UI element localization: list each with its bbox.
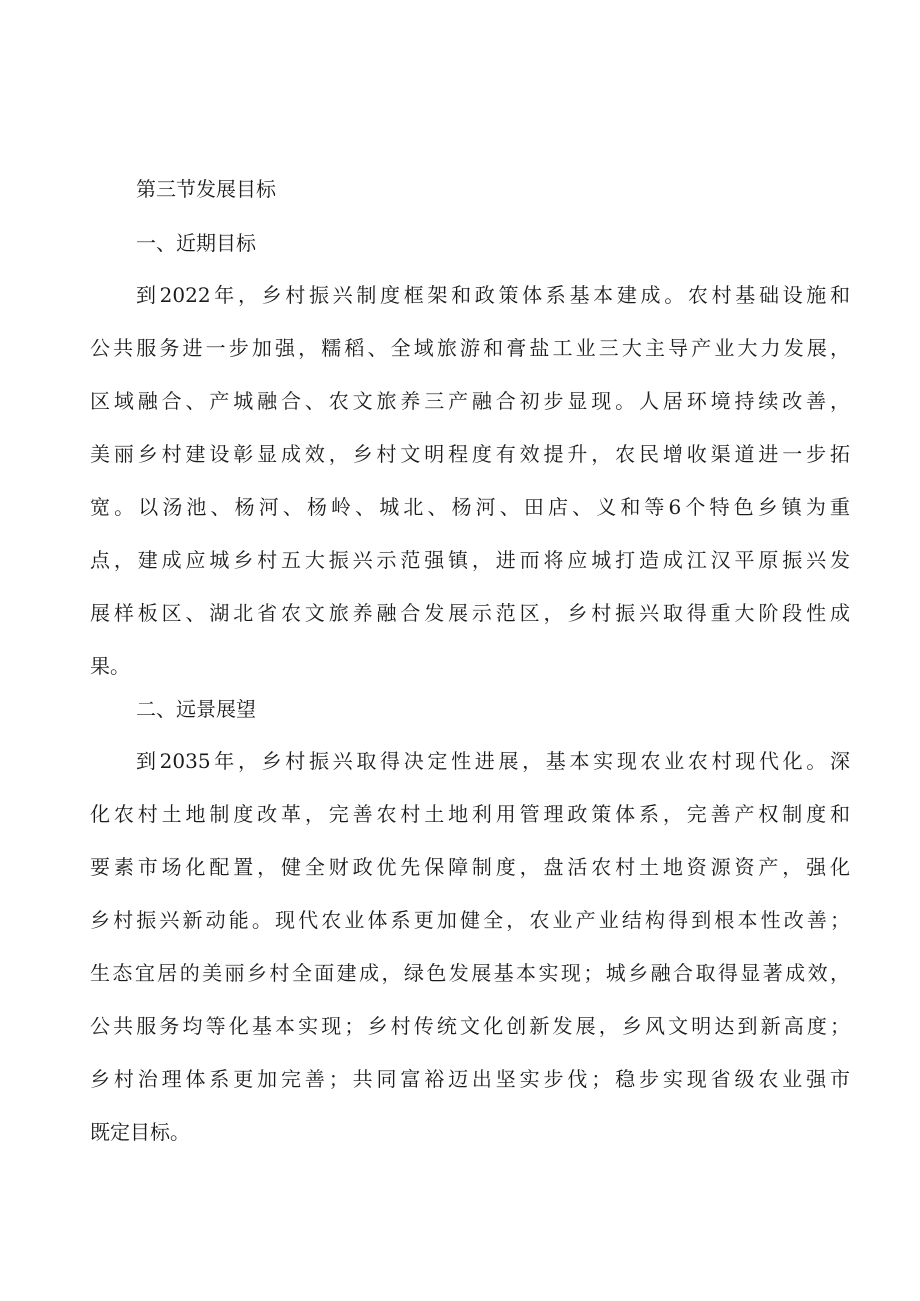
long-term-heading: 二、远景展望	[136, 697, 256, 721]
paragraph-line: 点，建成应城乡村五大振兴示范强镇，进而将应城打造成江汉平原振兴发	[90, 548, 850, 572]
long-term-paragraph	[90, 746, 850, 1170]
near-term-paragraph	[90, 280, 850, 704]
paragraph-line: 到2022年，乡村振兴制度框架和政策体系基本建成。农村基础设施和	[136, 283, 850, 307]
paragraph-line: 既定目标。	[90, 1120, 190, 1144]
paragraph-line: 果。	[90, 654, 130, 678]
section-title: 第三节发展目标	[136, 177, 276, 201]
paragraph-line: 展样板区、湖北省农文旅养融合发展示范区，乡村振兴取得重大阶段性成	[90, 601, 850, 625]
paragraph-line: 乡村治理体系更加完善；共同富裕迈出坚实步伐；稳步实现省级农业强市	[90, 1067, 850, 1091]
paragraph-line: 公共服务进一步加强，糯稻、全域旅游和膏盐工业三大主导产业大力发展，	[90, 336, 850, 360]
paragraph-line: 要素市场化配置，健全财政优先保障制度，盘活农村土地资源资产，强化	[90, 855, 850, 879]
paragraph-line: 宽。以汤池、杨河、杨岭、城北、杨河、田店、义和等6个特色乡镇为重	[90, 495, 850, 519]
paragraph-line: 乡村振兴新动能。现代农业体系更加健全，农业产业结构得到根本性改善；	[90, 908, 850, 932]
paragraph-line: 生态宜居的美丽乡村全面建成，绿色发展基本实现；城乡融合取得显著成效，	[90, 961, 850, 985]
paragraph-line: 区域融合、产城融合、农文旅养三产融合初步显现。人居环境持续改善，	[90, 389, 850, 413]
paragraph-line: 公共服务均等化基本实现；乡村传统文化创新发展，乡风文明达到新高度；	[90, 1014, 850, 1038]
near-term-heading: 一、近期目标	[136, 231, 256, 255]
paragraph-line: 化农村土地制度改革，完善农村土地利用管理政策体系，完善产权制度和	[90, 802, 850, 826]
paragraph-line: 美丽乡村建设彰显成效，乡村文明程度有效提升，农民增收渠道进一步拓	[90, 442, 850, 466]
paragraph-line: 到2035年，乡村振兴取得决定性进展，基本实现农业农村现代化。深	[136, 749, 850, 773]
